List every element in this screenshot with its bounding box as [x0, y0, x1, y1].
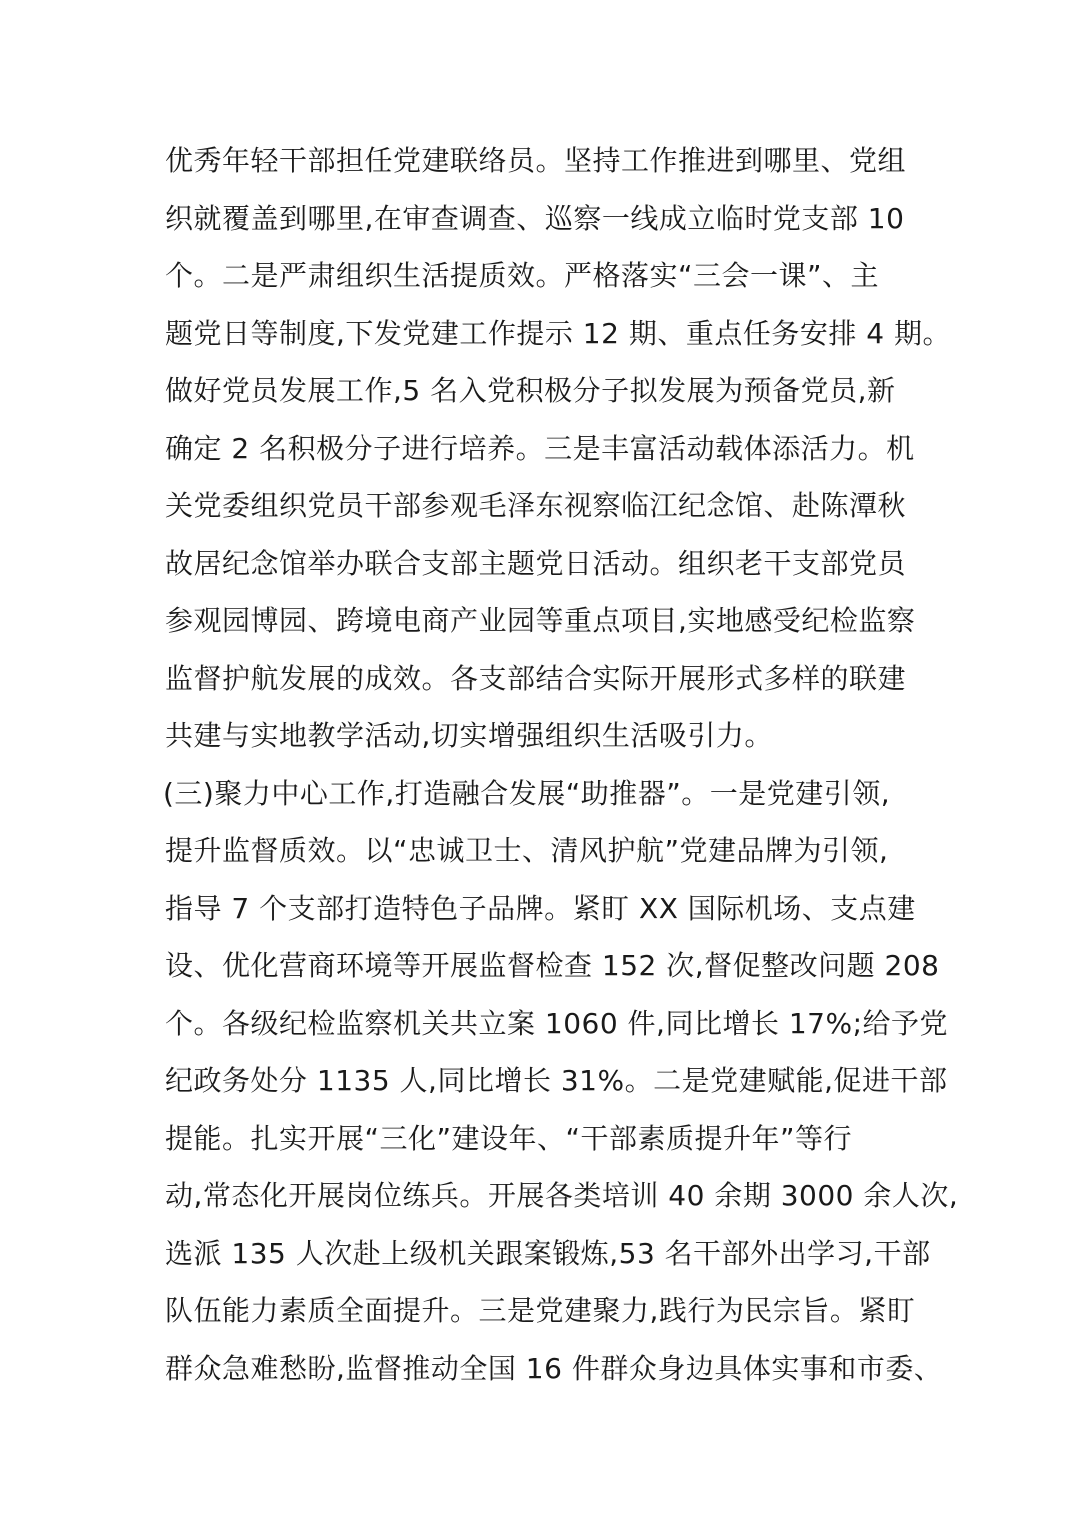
text-line: 关党委组织党员干部参观毛泽东视察临江纪念馆、赴陈潭秋	[165, 489, 907, 522]
text-line: 队伍能力素质全面提升。三是党建聚力,践行为民宗旨。紧盯	[165, 1294, 916, 1327]
text-line: 提升监督质效。以“忠诚卫士、清风护航”党建品牌为引领,	[165, 834, 889, 867]
text-line: 共建与实地教学活动,切实增强组织生活吸引力。	[165, 719, 773, 752]
text-line: 提能。扎实开展“三化”建设年、“干部素质提升年”等行	[165, 1121, 853, 1155]
text-line: 选派 135 人次赴上级机关跟案锻炼,53 名干部外出学习,干部	[165, 1236, 931, 1270]
text-line: 指导 7 个支部打造特色子品牌。紧盯 XX 国际机场、支点建	[165, 891, 916, 925]
text-line: 优秀年轻干部担任党建联络员。坚持工作推进到哪里、党组	[165, 144, 907, 177]
text-line: 纪政务处分 1135 人,同比增长 31%。二是党建赋能,促进干部	[165, 1064, 948, 1097]
text-line: 个。各级纪检监察机关共立案 1060 件,同比增长 17%;给予党	[165, 1006, 949, 1040]
section-heading-line: (三)聚力中心工作,打造融合发展“助推器”。一是党建引领,	[163, 776, 891, 810]
text-line: 故居纪念馆举办联合支部主题党日活动。组织老干支部党员	[165, 546, 907, 580]
text-line: 设、优化营商环境等开展监督检查 152 次,督促整改问题 208	[165, 949, 940, 982]
text-line: 做好党员发展工作,5 名入党积极分子拟发展为预备党员,新	[165, 374, 896, 407]
document-body	[163, 132, 959, 1397]
text-line: 动,常态化开展岗位练兵。开展各类培训 40 余期 3000 余人次,	[165, 1179, 959, 1212]
text-line: 参观园博园、跨境电商产业园等重点项目,实地感受纪检监察	[165, 604, 916, 637]
text-line: 群众急难愁盼,监督推动全国 16 件群众身边具体实事和市委、	[165, 1351, 943, 1385]
text-line: 监督护航发展的成效。各支部结合实际开展形式多样的联建	[165, 661, 907, 695]
text-line: 题党日等制度,下发党建工作提示 12 期、重点任务安排 4 期。	[165, 316, 951, 350]
text-line: 确定 2 名积极分子进行培养。三是丰富活动载体添活力。机	[165, 431, 915, 465]
text-line: 织就覆盖到哪里,在审查调查、巡察一线成立临时党支部 10	[165, 201, 905, 235]
text-line: 个。二是严肃组织生活提质效。严格落实“三会一课”、主	[165, 259, 880, 292]
